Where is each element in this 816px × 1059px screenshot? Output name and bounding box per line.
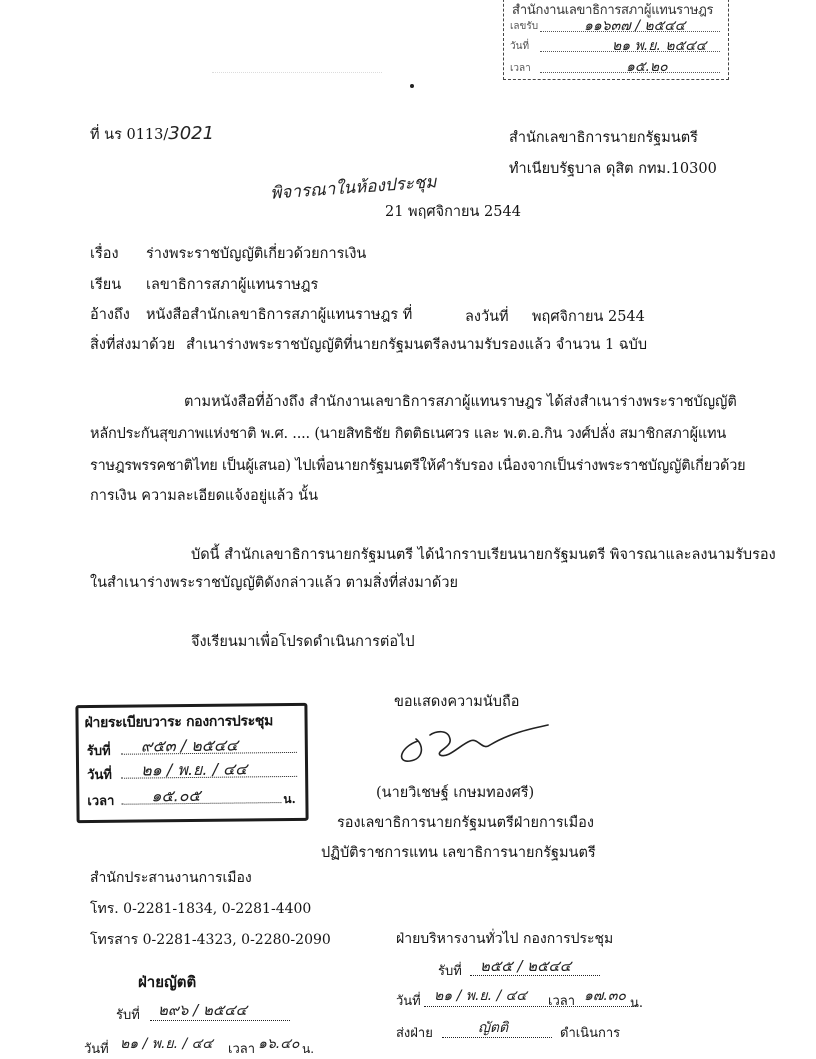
- admin-stamp-date-label: วันที่: [396, 994, 421, 1009]
- admin-stamp-date-value: ๒๑ / พ.ย. / ๔๔: [434, 988, 527, 1004]
- agenda-division-stamp: [75, 703, 308, 823]
- motion-stamp-time-suffix: น.: [302, 1042, 315, 1056]
- speck-mark: [410, 84, 414, 88]
- agenda-stamp-date-value: ๒๑ / พ.ย. / ๔๔: [140, 759, 248, 780]
- admin-stamp-action-label: ดำเนินการ: [560, 1026, 621, 1041]
- top-stamp-title: สำนักงานเลขาธิการสภาผู้แทนราษฎร: [512, 3, 714, 18]
- contact-office: สำนักประสานงานการเมือง: [90, 870, 252, 886]
- paragraph-1-line-4: การเงิน ความละเอียดแจ้งอยู่แล้ว นั้น: [90, 488, 318, 504]
- motion-stamp-time-label: เวลา: [228, 1042, 256, 1057]
- signature-scribble: [390, 715, 560, 775]
- agenda-stamp-time-suffix: น.: [283, 791, 296, 807]
- top-stamp-time-line: [540, 72, 720, 73]
- handwritten-note: พิจารณาในห้องประชุม: [269, 172, 438, 204]
- reference-doc-text: หนังสือสำนักเลขาธิการสภาผู้แทนราษฎร ที่: [146, 307, 413, 323]
- admin-stamp-time-label: เวลา: [548, 994, 576, 1009]
- top-stamp-received-value: ๑๑๖๓๗ / ๒๕๔๔: [584, 18, 686, 34]
- admin-stamp-received-label: รับที่: [438, 964, 462, 979]
- agenda-stamp-time-label: เวลา: [87, 793, 115, 810]
- general-admin-stamp: [394, 922, 684, 1056]
- reference-number: [90, 123, 214, 146]
- paragraph-2-line-2: ในสำเนาร่างพระราชบัญญัติดังกล่าวแล้ว ตามสิ่งที่ส่งมาด้วย: [90, 575, 458, 591]
- admin-stamp-time-suffix: น.: [630, 996, 644, 1011]
- faint-emblem-mark: [212, 58, 382, 73]
- signer-acting: ปฏิบัติราชการแทน เลขาธิการนายกรัฐมนตรี: [321, 845, 596, 861]
- paragraph-3: จึงเรียนมาเพื่อโปรดดำเนินการต่อไป: [191, 634, 415, 650]
- top-registry-stamp: [503, 0, 729, 80]
- reference-date-text: พฤศจิกายน 2544: [532, 309, 645, 325]
- top-stamp-received-label: เลขรับ: [510, 21, 539, 32]
- motion-stamp-date-value: ๒๑ / พ.ย. / ๔๔: [120, 1036, 213, 1052]
- contact-phone: โทร. 0-2281-1834, 0-2281-4400: [90, 901, 312, 917]
- admin-stamp-send-label: ส่งฝ่าย: [396, 1026, 433, 1041]
- enclosure-text: สำเนาร่างพระราชบัญญัติที่นายกรัฐมนตรีลงนามรับรองแล้ว จำนวน 1 ฉบับ: [186, 337, 648, 353]
- reference-doc-label: อ้างถึง: [90, 307, 130, 323]
- top-stamp-date-value: ๒๑ พ.ย. ๒๕๔๔: [612, 38, 707, 54]
- enclosure-label: สิ่งที่ส่งมาด้วย: [90, 337, 176, 353]
- admin-stamp-date-line: [424, 1006, 636, 1007]
- agenda-stamp-received-value: ๙๕๓ / ๒๕๔๔: [140, 735, 239, 756]
- to-text: เลขาธิการสภาผู้แทนราษฎร: [146, 277, 319, 293]
- office-name: สำนักเลขาธิการนายกรัฐมนตรี: [509, 130, 698, 146]
- agenda-stamp-date-label: วันที่: [87, 767, 112, 784]
- paragraph-1-line-3: ราษฎรพรรคชาติไทย เป็นผู้เสนอ) ไปเพื่อนายกรัฐมนตรีให้คำรับรอง เนื่องจากเป็นร่างพระราชบัญญัติเกี่ยวด้วย: [90, 458, 746, 474]
- top-stamp-received-line: [540, 31, 720, 32]
- motion-division-stamp: [80, 962, 320, 1056]
- subject-label: เรื่อง: [90, 246, 119, 262]
- admin-stamp-received-value: ๒๕๕ / ๒๕๔๔: [480, 957, 572, 975]
- admin-stamp-time-value: ๑๗.๓๐: [584, 988, 626, 1004]
- agenda-stamp-received-label: รับที่: [86, 743, 111, 760]
- agenda-stamp-time-value: ๑๕.๐๕: [151, 785, 201, 806]
- motion-stamp-date-label: วันที่: [84, 1042, 109, 1057]
- top-stamp-time-value: ๑๕.๒๐: [626, 59, 668, 75]
- reference-label: ที่ นร 0113/: [90, 127, 169, 143]
- subject-text: ร่างพระราชบัญญัติเกี่ยวด้วยการเงิน: [146, 246, 367, 262]
- signer-name: (นายวิเชษฐ์ เกษมทองศรี): [376, 785, 535, 801]
- motion-stamp-received-value: ๒๙๖ / ๒๕๔๔: [158, 1001, 247, 1019]
- letter-date: 21 พฤศจิกายน 2544: [385, 204, 521, 220]
- agenda-stamp-title: ฝ่ายระเบียบวาระ กองการประชุม: [84, 713, 274, 732]
- top-stamp-date-label: วันที่: [510, 41, 530, 52]
- reference-date-label: ลงวันที่: [465, 309, 509, 325]
- admin-stamp-title: ฝ่ายบริหารงานทั่วไป กองการประชุม: [396, 931, 614, 947]
- motion-stamp-received-line: [150, 1020, 290, 1021]
- paragraph-1-line-1: ตามหนังสือที่อ้างถึง สำนักงานเลขาธิการสภาผู้แทนราษฎร ได้ส่งสำเนาร่างพระราชบัญญัติ: [184, 394, 737, 410]
- paragraph-1-line-2: หลักประกันสุขภาพแห่งชาติ พ.ศ. .... (นายสิทธิชัย กิตติธเนศวร และ พ.ต.อ.กิน วงศ์ปลั่ง สมาชิกสภาผู้แทน: [90, 426, 727, 442]
- top-stamp-date-line: [540, 51, 720, 52]
- admin-stamp-send-value: ญัตติ: [478, 1020, 509, 1036]
- closing-text: ขอแสดงความนับถือ: [394, 694, 520, 710]
- paragraph-2-line-1: บัดนี้ สำนักเลขาธิการนายกรัฐมนตรี ได้นำกราบเรียนนายกรัฐมนตรี พิจารณาและลงนามรับรอง: [191, 547, 776, 563]
- agenda-stamp-time-line: [121, 802, 281, 805]
- admin-stamp-received-line: [470, 975, 600, 976]
- reference-number-handwritten: 3021: [168, 123, 215, 144]
- signer-position: รองเลขาธิการนายกรัฐมนตรีฝ่ายการเมือง: [337, 815, 594, 831]
- to-label: เรียน: [90, 277, 122, 293]
- motion-stamp-title: ฝ่ายญัตติ: [138, 973, 197, 991]
- office-address: ทำเนียบรัฐบาล ดุสิต กทม.10300: [509, 161, 717, 177]
- contact-fax: โทรสาร 0-2281-4323, 0-2280-2090: [90, 932, 331, 948]
- motion-stamp-time-value: ๑๖.๔๐: [258, 1036, 300, 1052]
- top-stamp-time-label: เวลา: [510, 63, 531, 74]
- motion-stamp-received-label: รับที่: [116, 1008, 140, 1023]
- admin-stamp-send-line: [442, 1037, 552, 1038]
